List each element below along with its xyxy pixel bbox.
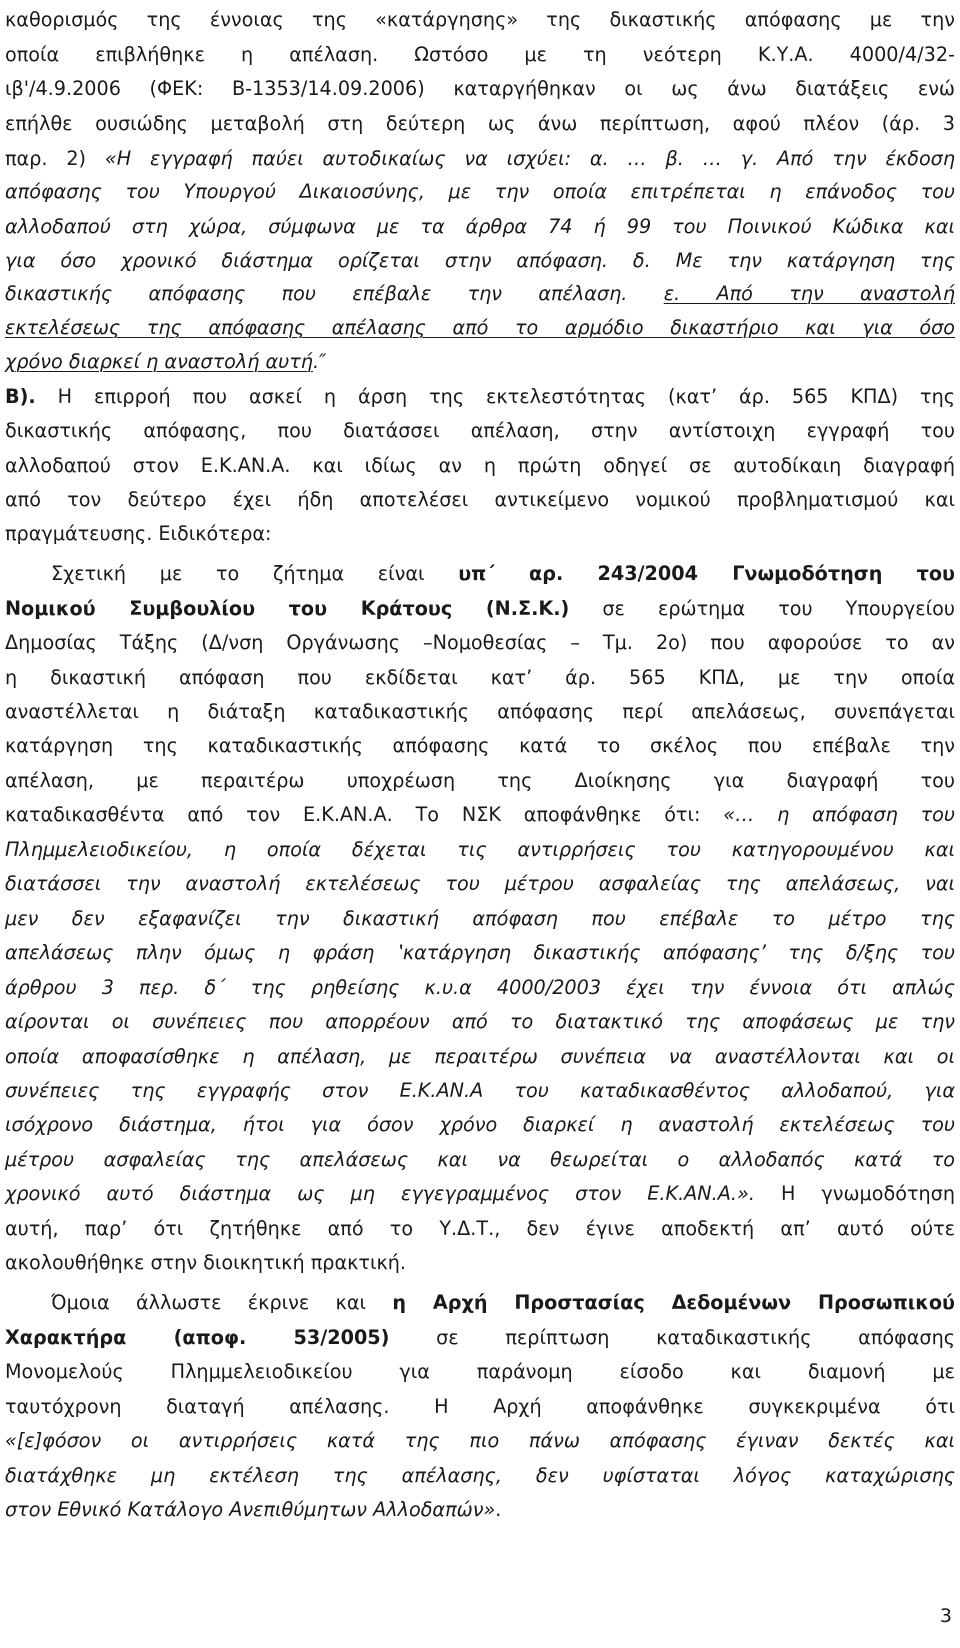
text-run: ιβ'/4.9.2006 (ΦΕΚ: Β-1353/14.09.2006) καταργήθηκαν οι ως άνω διατάξεις ενώ — [5, 77, 955, 100]
text-line — [5, 448, 955, 484]
text-line — [5, 413, 955, 449]
text-run: χρονικό αυτό διάστημα ως μη εγγεγραμμένος στον Ε.Κ.ΑΝ.Α.». — [5, 1182, 755, 1205]
text-run: οποία αποφασίσθηκε η απέλαση, με περαιτέρω συνέπεια να αναστέλλονται και οι — [5, 1045, 955, 1068]
text-line — [5, 243, 955, 279]
text-run: μεν δεν εξαφανίζει την δικαστική απόφαση που επέβαλε το μέτρο της — [5, 907, 955, 930]
text-run: δικαστικής απόφασης, που διατάσσει απέλαση, στην αντίστοιχη εγγραφή του — [5, 419, 955, 442]
text-line — [5, 694, 955, 730]
text-line — [51, 556, 955, 592]
text-run: δικαστικής απόφασης που επέβαλε την απέλαση. — [5, 282, 664, 305]
text-line — [5, 728, 955, 764]
text-run: . — [495, 1498, 502, 1521]
text-line — [5, 37, 955, 73]
text-line — [5, 1354, 955, 1390]
text-run: «Η εγγραφή παύει αυτοδικαίως να ισχύει: α. … β. … γ. Από την έκδοση — [104, 147, 956, 170]
text-run: Χαρακτήρα (αποφ. 53/2005) — [5, 1326, 390, 1349]
text-run: χρόνο διαρκεί η αναστολή αυτή — [5, 350, 313, 373]
text-run: διατάσσει την αναστολή εκτελέσεως του μέτρου ασφαλείας της απελάσεως, ναι — [5, 872, 955, 895]
text-line — [5, 310, 955, 346]
text-run: απελάσεως πλην όμως η φράση ‛κατάργηση δικαστικής απόφασης’ της δ/ξης του — [5, 941, 955, 964]
text-run: .″ — [312, 350, 327, 373]
text-line — [5, 901, 955, 937]
text-run: εκτελέσεως της απόφασης απέλασης από το αρμόδιο δικαστήριο και για όσο — [5, 316, 955, 339]
text-line — [5, 1107, 955, 1143]
text-line — [5, 797, 955, 833]
text-run: κατάργηση της καταδικαστικής απόφασης κατά το σκέλος που επέβαλε την — [5, 734, 955, 757]
text-run: η δικαστική απόφαση που εκδίδεται κατ’ άρ. 565 ΚΠΔ, με την οποία — [5, 666, 955, 689]
text-run: ακολουθήθηκε στην διοικητική πρακτική. — [5, 1251, 407, 1274]
text-run: Πλημμελειοδικείου, η οποία δέχεται τις αντιρρήσεις του κατηγορουμένου και — [5, 838, 955, 861]
text-line — [5, 482, 955, 518]
text-line — [5, 832, 955, 868]
text-line — [5, 1004, 955, 1040]
text-run: άρθρου 3 περ. δ΄ της ρηθείσης κ.υ.α 4000/2003 έχει την έννοια ότι απλώς — [5, 976, 955, 999]
text-run: απέλαση, με περαιτέρω υποχρέωση της Διοίκησης για διαγραφή του — [5, 769, 955, 792]
text-run: αίρονται οι συνέπειες που απορρέουν από το διατακτικό της αποφάσεως με την — [5, 1010, 955, 1033]
text-line — [5, 1458, 955, 1494]
text-run: Μονομελούς Πλημμελειοδικείου για παράνομη είσοδο και διαμονή με — [5, 1360, 955, 1383]
text-run: «… η απόφαση του — [723, 803, 955, 826]
text-run: ε. Από την αναστολή — [663, 282, 955, 305]
text-run: πραγμάτευσης. Ειδικότερα: — [5, 522, 272, 545]
text-line — [5, 866, 955, 902]
text-line — [5, 1176, 955, 1212]
text-line — [5, 625, 955, 661]
text-line — [5, 344, 955, 380]
text-line — [5, 516, 955, 552]
text-line — [5, 591, 955, 627]
text-line — [5, 276, 955, 312]
text-run: επήλθε ουσιώδης μεταβολή στη δεύτερη ως άνω περίπτωση, αφού πλέον (άρ. 3 — [5, 112, 955, 135]
text-run: συνέπειες της εγγραφής στον Ε.Κ.ΑΝ.Α του καταδικασθέντος αλλοδαπού, για — [5, 1079, 955, 1102]
text-run: σε περίπτωση καταδικαστικής απόφασης — [389, 1326, 955, 1349]
text-run: στον Εθνικό Κατάλογο Ανεπιθύμητων Αλλοδαπών» — [5, 1498, 496, 1521]
text-line — [5, 935, 955, 971]
text-run: από τον δεύτερο έχει ήδη αποτελέσει αντικείμενο νομικού προβληματισμού και — [5, 488, 955, 511]
text-run: η Αρχή Προστασίας Δεδομένων Προσωπικού — [392, 1291, 955, 1314]
text-line — [5, 1039, 955, 1075]
text-run: διατάχθηκε μη εκτέλεση της απέλασης, δεν υφίσταται λόγος καταχώρισης — [5, 1464, 955, 1487]
text-line — [5, 174, 955, 210]
text-run: καθορισμός της έννοιας της «κατάργησης» της δικαστικής απόφασης με την — [5, 8, 955, 31]
text-line — [5, 763, 955, 799]
text-run: αλλοδαπού στον Ε.Κ.ΑΝ.Α. και ιδίως αν η πρώτη οδηγεί σε αυτοδίκαιη διαγραφή — [5, 454, 955, 477]
text-run: ισόχρονο διάστημα, ήτοι για όσον χρόνο διαρκεί η αναστολή εκτελέσεως του — [5, 1113, 955, 1136]
text-line — [5, 970, 955, 1006]
text-run: αλλοδαπού στη χώρα, σύμφωνα με τα άρθρα 74 ή 99 του Ποινικού Κώδικα και — [5, 215, 955, 238]
text-line — [5, 71, 955, 107]
text-run: σε ερώτημα του Υπουργείου — [569, 597, 955, 620]
text-run: για όσο χρονικό διάστημα ορίζεται στην απόφαση. δ. Με την κατάργηση της — [5, 249, 955, 272]
text-run: μέτρου ασφαλείας της απελάσεως και να θεωρείται ο αλλοδαπός κατά το — [5, 1148, 955, 1171]
text-run: Δημοσίας Τάξης (Δ/νση Οργάνωσης –Νομοθεσίας – Τμ. 2ο) που αφορούσε το αν — [5, 631, 955, 654]
text-line — [5, 1245, 955, 1281]
text-line — [5, 1073, 955, 1109]
text-run: Νομικού Συμβουλίου του Κράτους (Ν.Σ.Κ.) — [5, 597, 570, 620]
text-run: υπ΄ αρ. 243/2004 Γνωμοδότηση του — [458, 562, 955, 585]
text-run: «[ε]φόσον οι αντιρρήσεις κατά της πιο πάνω απόφασης έγιναν δεκτές και — [5, 1429, 955, 1452]
text-run: Σχετική με το ζήτημα είναι — [51, 562, 459, 585]
text-line — [5, 1492, 955, 1528]
text-line — [5, 1320, 955, 1356]
text-run: Η επιρροή που ασκεί η άρση της εκτελεστότητας (κατ’ άρ. 565 ΚΠΔ) της — [35, 385, 955, 408]
text-run: Όμοια άλλωστε έκρινε και — [51, 1291, 393, 1314]
page-number: 3 — [939, 1605, 952, 1627]
text-run: αυτή, παρ’ ότι ζητήθηκε από το Υ.Δ.Τ., δεν έγινε αποδεκτή απ’ αυτό ούτε — [5, 1217, 955, 1240]
text-line — [5, 141, 955, 177]
text-line — [5, 106, 955, 142]
text-run: καταδικασθέντα από τον Ε.Κ.ΑΝ.Α. Το ΝΣΚ αποφάνθηκε ότι: — [5, 803, 724, 826]
text-run: παρ. 2) — [5, 147, 105, 170]
text-run: Η γνωμοδότηση — [754, 1182, 955, 1205]
text-run: απόφασης του Υπουργού Δικαιοσύνης, με την οποία επιτρέπεται η επάνοδος του — [5, 180, 955, 203]
text-line — [5, 1423, 955, 1459]
text-line — [5, 1211, 955, 1247]
text-line — [5, 2, 955, 38]
text-line — [5, 1142, 955, 1178]
text-line — [51, 1285, 955, 1321]
text-line — [5, 660, 955, 696]
text-line — [5, 209, 955, 245]
text-line — [5, 379, 955, 415]
text-run: Β). — [5, 385, 36, 408]
text-run: οποία επιβλήθηκε η απέλαση. Ωστόσο με τη νεότερη Κ.Υ.Α. 4000/4/32- — [5, 43, 955, 66]
text-run: αναστέλλεται η διάταξη καταδικαστικής απόφασης περί απελάσεως, συνεπάγεται — [5, 700, 955, 723]
text-line — [5, 1389, 955, 1425]
text-run: ταυτόχρονη διαταγή απέλασης. Η Αρχή αποφάνθηκε συγκεκριμένα ότι — [5, 1395, 955, 1418]
